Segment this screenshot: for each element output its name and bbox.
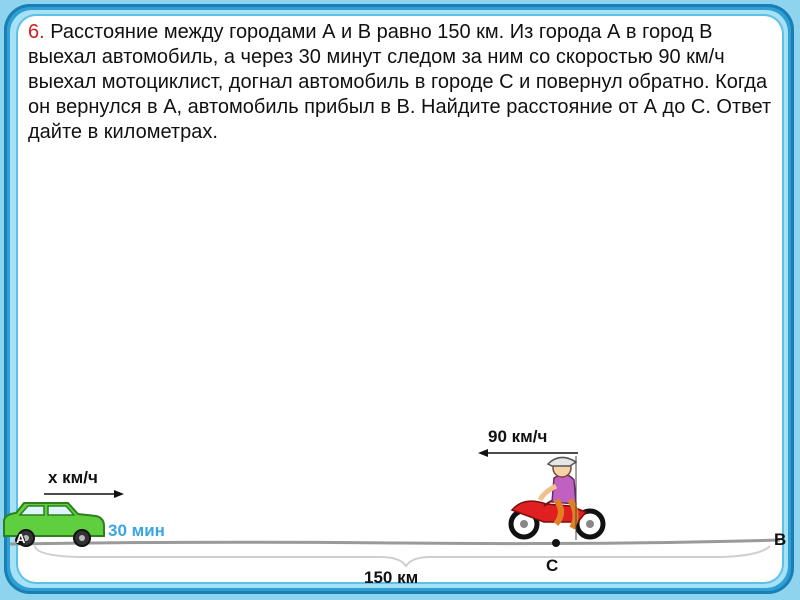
problem-number: 6. (28, 21, 45, 43)
distance-bracket (35, 546, 770, 566)
delay-label: 30 мин (108, 521, 165, 540)
car-arrow-head (114, 490, 124, 498)
point-b-label: В (774, 530, 787, 549)
motorcycle-icon (511, 456, 603, 540)
distance-label: 150 км (364, 568, 419, 587)
point-a-label: А (16, 531, 26, 546)
moto-arrow-head (478, 449, 488, 457)
car-speed-label: х км/ч (48, 468, 98, 487)
point-c-marker (552, 539, 560, 547)
point-c-label: С (546, 556, 559, 575)
problem-text: Расстояние между городами А и В равно 150 км. Из города А в город В выехал автомобиль, а через 30 минут следом за ним со скоростью 90 км/ч выехал мотоциклист, догнал автомобиль в городе С и повернул обратно. Когда он вернулся в А, автомобиль прибыл в В. Найдите расстояние от А до С. Ответ дайте в километрах. (28, 21, 772, 143)
moto-speed-label: 90 км/ч (488, 427, 548, 446)
